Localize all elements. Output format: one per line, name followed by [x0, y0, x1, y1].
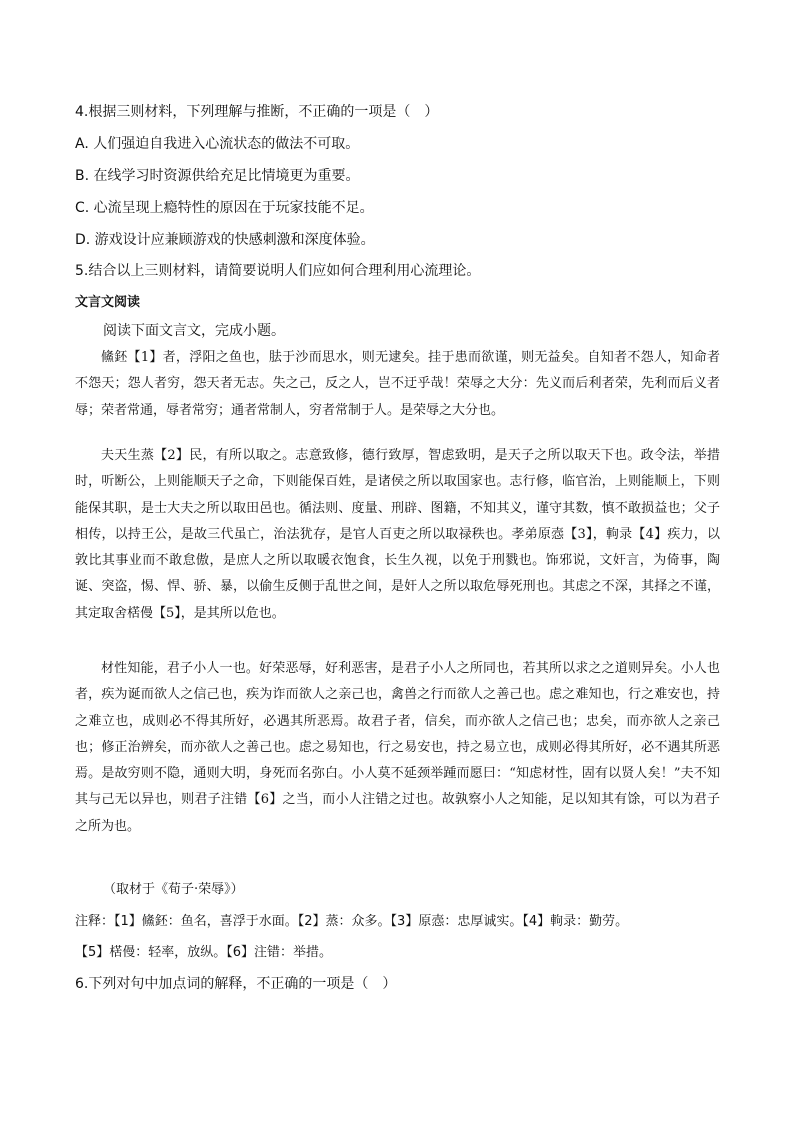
passage-paragraph-1: 鯈鉟【1】者，浮阳之鱼也，胠于沙而思水，则无逮矣。挂于患而欲谨，则无益矣。自知者不怨人，知命者不怨天；怨人者穷，怨天者无志。失之己，反之人，岂不迂乎哉！荣辱之大分：先义而后利者荣，先利而后义者辱；荣者常通，辱者常穷；通者常制人，穷者常制于人。是荣辱之大分也。 — [75, 350, 720, 418]
annotation-line-1: 注释：【1】鯈鉟：鱼名，喜浮于水面。【2】蒸：众多。【3】原悫：忠厚诚实。【4】軥录：勤劳。 — [75, 914, 629, 929]
question-4-stem: 4.根据三则材料，下列理解与推断，不正确的一项是（ ） — [75, 104, 439, 120]
passage-paragraph-3: 材性知能，君子小人一也。好荣恶辱，好利恶害，是君子小人之所同也，若其所以求之之道则异矣。小人也者，疾为诞而欲人之信己也，疾为诈而欲人之亲己也，禽兽之行而欲人之善己也。虑之难知也，行之难安也，持之难立也，成则必不得其所好，必遇其所恶焉。故君子者，信矣，而亦欲人之信己也；忠矣，而亦欲人之亲己也；修正治辨矣，而亦欲人之善己也。虑之易知也，行之易安也，持之易立也，成则必得其所好，必不遇其所恶焉。是故穷则不隐，通则大明，身死而名弥白。小人莫不延颈举踵而愿曰：“知虑材性，固有以贤人矣！”夫不知其与己无以异也，则君子注错【6】之当，而小人注错之过也。故孰察小人之知能，足以知其有馀，可以为君子之所为也。 — [75, 661, 720, 834]
question-6-stem: 6.下列对句中加点词的解释，不正确的一项是（ ） — [75, 976, 397, 992]
question-5-stem: 5.结合以上三则材料，请简要说明人们应如何合理利用心流理论。 — [75, 263, 481, 279]
question-4-option-d: D. 游戏设计应兼顾游戏的快感刺激和深度体验。 — [75, 232, 375, 248]
question-4-option-a: A. 人们强迫自我进入心流状态的做法不可取。 — [75, 136, 360, 152]
annotation-line-2: 【5】楛僈：轻率，放纵。【6】注错：举措。 — [75, 945, 333, 960]
passage-source: （取材于《荀子·荣辱》） — [103, 882, 244, 897]
question-4-option-b: B. 在线学习时资源供给充足比情境更为重要。 — [75, 168, 360, 184]
section-instruction: 阅读下面文言文，完成小题。 — [103, 323, 285, 339]
question-4-option-c: C. 心流呈现上瘾特性的原因在于玩家技能不足。 — [75, 200, 374, 216]
section-title: 文言文阅读 — [75, 295, 141, 310]
passage-paragraph-2: 夫天生蒸【2】民，有所以取之。志意致修，德行致厚，智虑致明，是天子之所以取天下也。政令法，举措时，听断公，上则能顺天子之命，下则能保百姓，是诸侯之所以取国家也。志行修，临官治，上则能顺上，下则能保其职，是士大夫之所以取田邑也。循法则、度量、刑辟、图籍，不知其义，谨守其数，慎不敢损益也；父子相传，以持王公，是故三代虽亡，治法犹存，是官人百吏之所以取禄秩也。孝弟原悫【3】，軥录【4】疾力，以敦比其事业而不敢怠傲，是庶人之所以取暖衣饱食，长生久视，以免于刑戮也。饰邪说，文奸言，为倚事，陶诞、突盗，惕、悍、骄、暴，以偷生反侧于乱世之间，是奸人之所以取危辱死刑也。其虑之不深，其择之不谨，其定取舍楛僈【5】，是其所以危也。 — [75, 448, 720, 621]
